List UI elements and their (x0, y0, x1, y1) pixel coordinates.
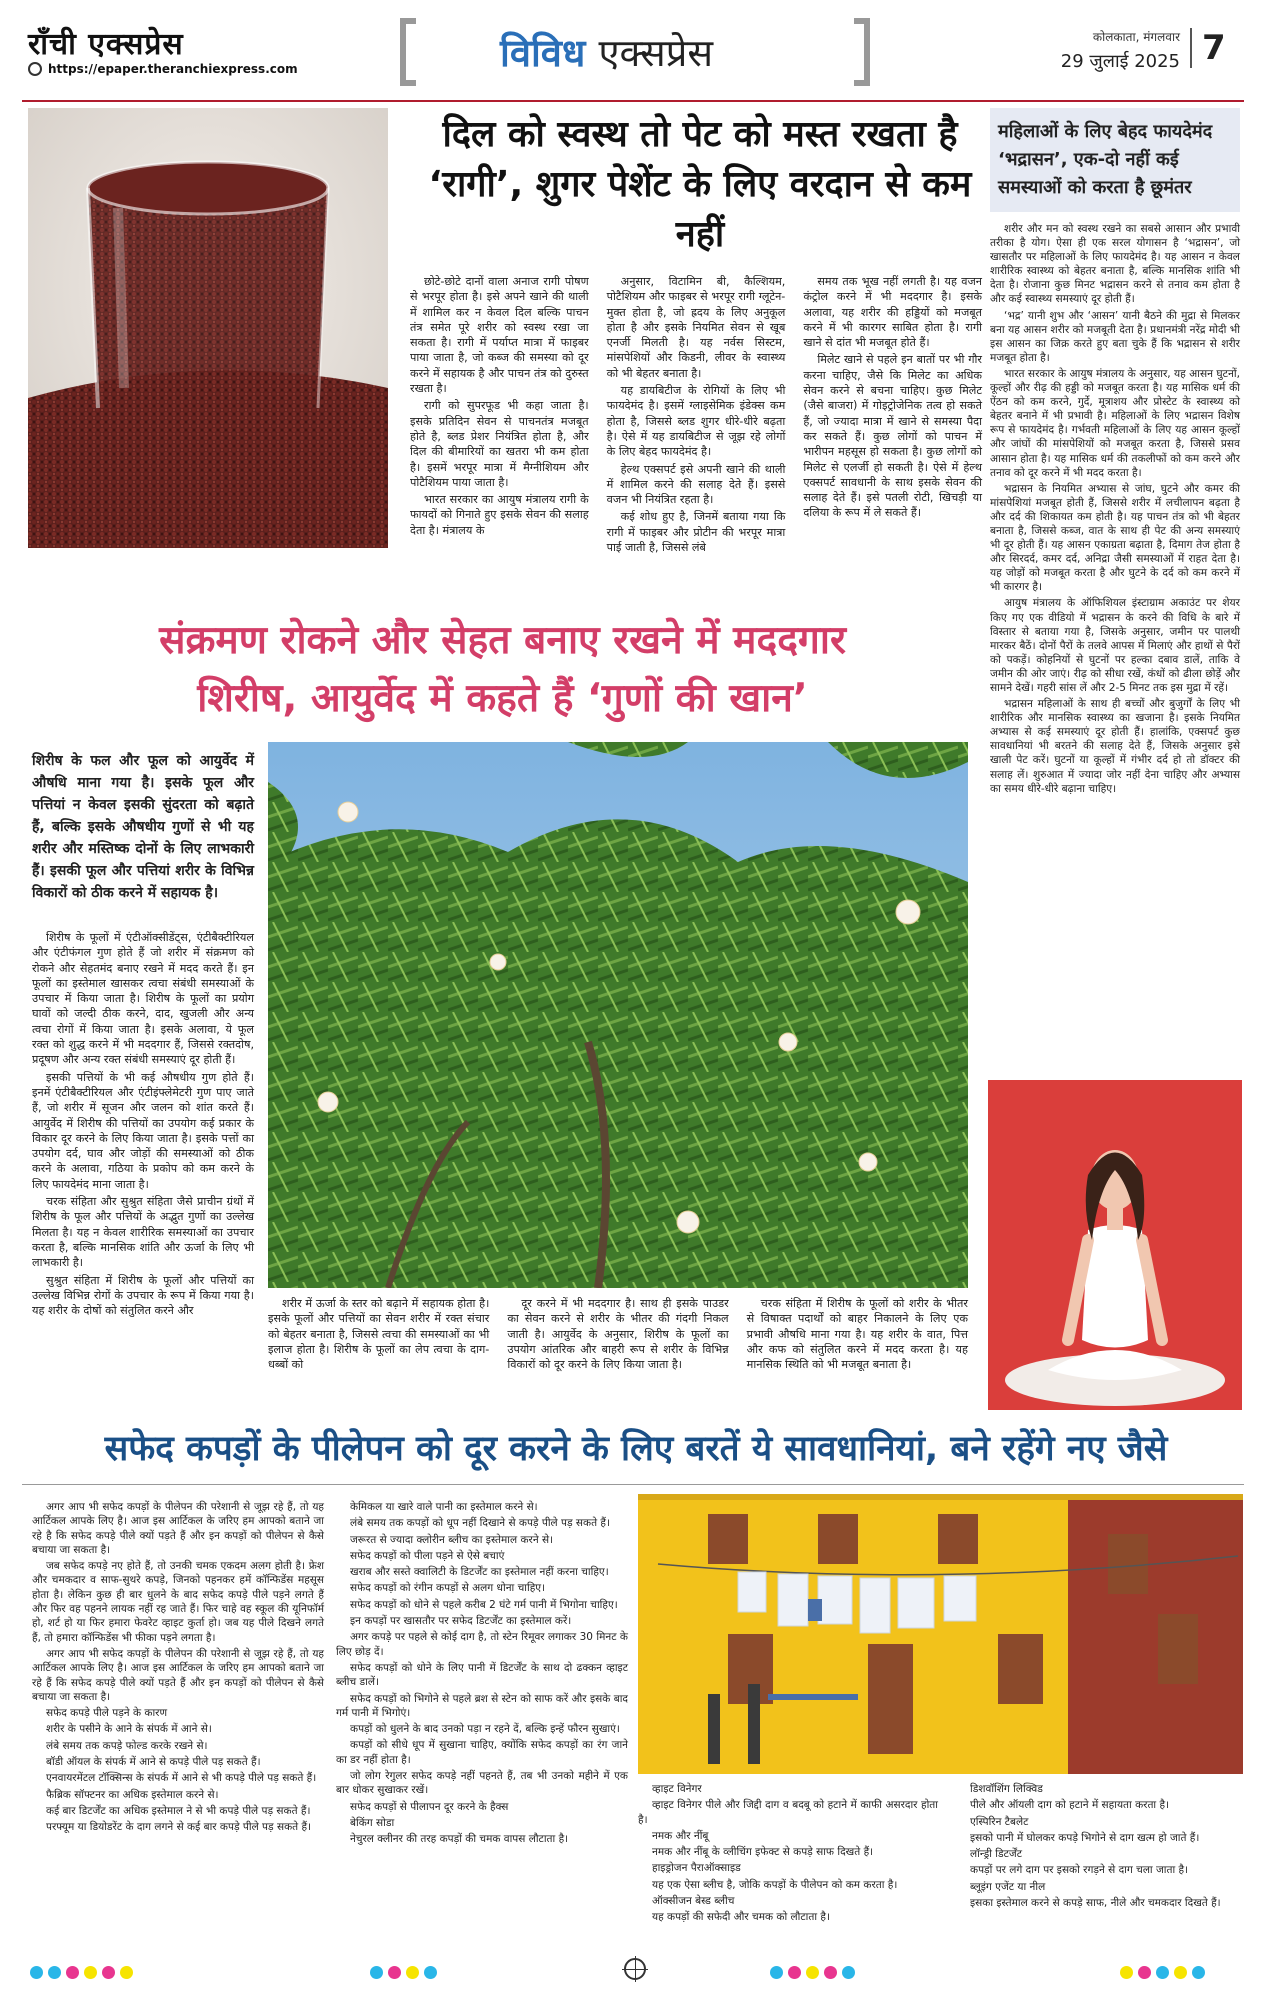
dateline (1040, 28, 1180, 73)
list-item: एस्पिरिन टैबलेट (970, 1815, 1029, 1828)
paragraph: अगर आप भी सफेद कपड़ों के पीलेपन की परेशानी से जूझ रहे हैं, तो यह आर्टिकल आपके लिए है। आज इस आर्टिकल के जरिए हम आपको बताने जा रहे हैं कि सफेद कपड़े पीले क्यों पड़ते हैं और इन कपड़ों को पीलेपन से कैसे बचाया जा सकता है। (32, 1647, 324, 1703)
yellow-dot (1120, 1966, 1133, 1979)
cyan-dot (370, 1966, 383, 1979)
magenta-dot (788, 1966, 801, 1979)
ragi-col-3 (803, 274, 982, 557)
ragi-illustration (28, 108, 388, 548)
paragraph: इसकी पत्तियों के भी कई औषधीय गुण होते हैं। इनमें एंटीबैक्टीरियल और एंटीइंफ्लेमेटरी गुण पाए जाते हैं, जो शरीर में सूजन और जलन को शांत करते हैं। आयुर्वेद में शिरीष की पत्तियों का उपयोग कई प्रकार के विकार दूर करने के लिए किया जाता है। इसके पत्तों का उपयोग दर्द, घाव और जोड़ों की समस्याओं को ठीक करने के अलावा, गठिया के प्रकोप को कम करने के लिए फायदेमंद माना जाता है। (32, 1070, 254, 1191)
list-item: बॉडी ऑयल के संपर्क में आने से कपड़े पीले पड़ सकते हैं। (46, 1756, 261, 1769)
list-item: यह कपड़ों की सफेदी और चमक को लौटाता है। (652, 1911, 830, 1924)
cyan-dot (30, 1966, 43, 1979)
paragraph: शरीर में ऊर्जा के स्तर को बढ़ाने में सहायक होता है। इसके फूलों और पत्तियों का सेवन शरीर में रक्त संचार को बेहतर बनाता है, जिससे त्वचा की समस्याओं का भी इलाज होता है। शिरीष के फूलों का लेप त्वचा के दाग-धब्बों को (268, 1297, 490, 1372)
shirish-bottom-body (268, 1296, 968, 1374)
bhadrasan-body (990, 222, 1240, 796)
list-item: नेचुरल क्लीनर की तरह कपड़ों की चमक वापस लौटाता है। (350, 1833, 569, 1846)
list-item: लंबे समय तक कपड़े फोल्ड करके रखने से। (46, 1739, 208, 1752)
header-rule (22, 100, 1244, 102)
magenta-dot (102, 1966, 115, 1979)
color-registration-dots-mid-left (370, 1966, 437, 1979)
list-item: परफ्यूम या डियोडरेंट के दाग लगने से कई बार कपड़े पीले पड़ सकते हैं। (46, 1821, 312, 1834)
ragi-body (410, 274, 982, 557)
paragraph: भारत सरकार का आयुष मंत्रालय रागी के फायदों को गिनाते हुए इसके सेवन की सलाह देता है। मंत्रालय के (410, 493, 589, 537)
epaper-url-text: https://epaper.theranchiexpress.com (48, 62, 298, 76)
list-item: व्हाइट विनेगर (652, 1783, 702, 1795)
bhadrasan-sidebar (990, 108, 1240, 798)
list-item: कई बार डिटर्जेंट का अधिक इस्तेमाल ने से भी कपड़े पीले पड़ सकते हैं। (46, 1804, 311, 1817)
list-item: इसका इस्तेमाल करने से कपड़े साफ, नीले और चमकदार दिखते हैं। (970, 1897, 1221, 1910)
tree-illustration (268, 742, 968, 1288)
list-item: बेकिंग सोडा (350, 1816, 395, 1829)
yoga-woman-photo (988, 1080, 1242, 1410)
list-item: कपड़ों को धुलने के बाद उनको पड़ा न रहने दें, बल्कि इन्हें फौरन सुखाएं। (350, 1723, 620, 1736)
list-item: इन कपड़ों पर खासतौर पर सफेद डिटर्जेंट का इस्तेमाल करें। (350, 1615, 572, 1628)
list-item: सफेद कपड़ों को धोने से पहले करीब 2 घंटे गर्म पानी में भिगोना चाहिए। (350, 1598, 618, 1611)
yellow-dot (1174, 1966, 1187, 1979)
bracket-right (854, 18, 870, 86)
section-title-second: एक्सप्रेस (598, 31, 714, 75)
paragraph: शरीर और मन को स्वस्थ रखने का सबसे आसान और प्रभावी तरीका है योग। ऐसा ही एक सरल योगासन है ‘भद्रासन’, जो खासतौर पर महिलाओं के लिए फायदेमंद है। यह आसन न केवल शारीरिक स्वास्थ्य को बेहतर बनाता है, बल्कि मानसिक शांति भी देता है। रोजाना कुछ मिनट भद्रासन करने से तनाव कम होता है और कई स्वास्थ्य समस्याएं दूर होती हैं। (990, 223, 1240, 306)
paragraph: मिलेट खाने से पहले इन बातों पर भी गौर करना चाहिए, जैसे कि मिलेट का अधिक सेवन करने से बचना चाहिए। कुछ मिलेट (जैसे बाजरा) में गोइट्रोजेनिक तत्व हो सकते हैं, जो ज्यादा मात्रा में खाने से समस्या पैदा कर सकते हैं। कुछ लोगों को पाचन में भारीपन महसूस हो सकता है। कुछ लोगों को मिलेट से एलर्जी हो सकती है। ऐसे में हेल्थ एक्सपर्ट सावधानी के साथ इसके सेवन की सलाह देते हैं। इसे पतली रोटी, खिचड़ी या दलिया के रूप में ले सकते हैं। (803, 353, 983, 520)
paragraph: सुश्रुत संहिता में शिरीष के फूलों और पत्तियों का उल्लेख विभिन्न रोगों के उपचार के रूप में किया गया है। यह शरीर के दोषों को संतुलित करने और (32, 1273, 254, 1318)
city-day: कोलकाता, मंगलवार (1092, 30, 1180, 44)
list-item: एनवायरमेंटल टॉक्सिन्स के संपर्क में आने से भी कपड़े पीले पड़ सकते हैं। (46, 1772, 317, 1785)
paragraph: कई शोध हुए है, जिनमें बताया गया कि रागी में फाइबर और प्रोटीन की भरपूर मात्रा पाई जाती है, जिससे लंबे (606, 510, 786, 555)
color-registration-dots-right (1120, 1966, 1205, 1979)
yellow-dot (406, 1966, 419, 1979)
yellow-dot (84, 1966, 97, 1979)
paragraph: हेल्थ एक्सपर्ट इसे अपनी खाने की थाली में शामिल करने की सलाह देते हैं। इससे वजन भी नियंत्रित रहता है। (606, 462, 786, 507)
epaper-url[interactable] (28, 62, 298, 76)
section-divider (22, 1484, 1244, 1485)
section-title (500, 26, 713, 78)
list-item: अगर कपड़े पर पहले से कोई दाग है, तो स्टेन रिमूवर लगाकर 30 मिनट के लिए छोड़ दें। (336, 1631, 628, 1658)
paragraph: अनुसार, विटामिन बी, कैल्शियम, पोटैशियम और फाइबर से भरपूर रागी ग्लूटेन-मुक्त होता है, जो ह्रदय के लिए अनुकूल होता है और इसके नियमित सेवन से खूब एनर्जी मिलती है। यह नर्वस सिस्टम, मांसपेशियों और किडनी, लीवर के स्वास्थ्य को भी बेहतर बनाता है। (606, 275, 786, 380)
paragraph: दूर करने में भी मददगार है। साथ ही इसके पाउडर का सेवन करने से शरीर के भीतर की गंदगी निकल जाती है। आयुर्वेद के अनुसार, शिरीष के फूलों का उपयोग आंतरिक और बाहरी रूप से शरीर के विभिन्न विकारों को दूर करने के लिए किया जाता है। (507, 1297, 729, 1372)
list-item: सफेद कपड़ों से पीलापन दूर करने के हैक्स (350, 1800, 509, 1813)
shirish-headline-line2: शिरीष, आयुर्वेद में कहते हैं ‘गुणों की खान’ (197, 676, 808, 721)
list-item: सफेद कपड़ों को रंगीन कपड़ों से अलग धोना चाहिए। (350, 1582, 546, 1595)
list-item: सफेद कपड़ों को पीला पड़ने से ऐसे बचाएं (350, 1549, 505, 1562)
magenta-dot (1138, 1966, 1151, 1979)
list-item: केमिकल या खारे वाले पानी का इस्तेमाल करने से। (350, 1501, 538, 1513)
paragraph: चरक संहिता में शिरीष के फूलों को शरीर के भीतर से विषाक्त पदार्थों को बाहर निकालने के लिए एक प्रभावी औषधि माना गया है। यह शरीर के वात, पित्त और कफ को संतुलित करने में मदद करता है। यह मानसिक स्थिति को भी मजबूत बनाता है। (746, 1297, 968, 1372)
list-item: जरूरत से ज्यादा क्लोरीन ब्लीच का इस्तेमाल करने से। (350, 1533, 554, 1546)
list-item: नमक और नींबू (652, 1829, 709, 1842)
laundry-building-photo (638, 1494, 1243, 1774)
list-item: सफेद कपड़े पीले पड़ने के कारण (46, 1707, 168, 1720)
ragi-col-2 (607, 274, 786, 557)
list-item: कपड़ों पर लगे दाग पर इसको रगड़ने से दाग चला जाता है। (970, 1864, 1189, 1877)
masthead-logo: राँची एक्सप्रेस (28, 27, 184, 62)
paragraph: छोटे-छोटे दानों वाला अनाज रागी पोषण से भरपूर होता है। इसे अपने खाने की थाली में शामिल कर न केवल दिल बल्कि पाचन तंत्र समेत पूरे शरीर को स्वस्थ रखा जा सकता है। रागी में पर्याप्त मात्रा में फाइबर पाया जाता है, जो कब्ज की समस्या को दूर करने में सहायक है और पाचन तंत्र को दुरुस्त रखता है। (410, 275, 589, 396)
list-item: ऑक्सीजन बेस्ड ब्लीच (652, 1895, 735, 1908)
list-item: व्हाइट विनेगर पीले और जिद्दी दाग व बदबू को हटाने में काफी असरदार होता है। (638, 1799, 938, 1826)
list-item: सफेद कपड़ों को धोने के लिए पानी में डिटर्जेंट के साथ दो ढक्कन व्हाइट ब्लीच डालें। (336, 1661, 628, 1689)
list-item: लॉन्ड्री डिटर्जेंट (970, 1848, 1022, 1861)
ragi-headline: दिल को स्वस्थ तो पेट को मस्त रखता है ‘रागी’, शुगर पेशेंट के लिए वरदान से कम नहीं (428, 114, 972, 255)
yellow-dot (806, 1966, 819, 1979)
paragraph: ‘भद्र’ यानी शुभ और ‘आसन’ यानी बैठने की मुद्रा से मिलकर बना यह आसन शरीर को मजबूती देता है। प्रधानमंत्री नरेंद्र मोदी भी इस आसन का जिक्र करते हुए बता चुके हैं कि भद्रासन से शरीर मजबूत होता है। (990, 309, 1240, 364)
shirish-tree-photo (268, 742, 968, 1288)
clothes-col-2 (336, 1500, 628, 1849)
shirish-bottom-col-3 (747, 1296, 968, 1374)
paragraph: आयुष मंत्रालय के ऑफिशियल इंस्टाग्राम अकाउंट पर शेयर किए गए एक वीडियो में भद्रासन के करने की विधि के बारे में विस्तार से बताया गया है, जिसके अनुसार, जमीन पर पालथी मारकर बैठें। दोनों पैरों के तलवे आपस में मिलाएं और हाथों से पैरों को पकड़ें। कोहनियों से घुटनों पर हल्का दबाव डालें, ताकि वे जमीन की ओर जाएं। रीढ़ को सीधा रखें, कंधों को ढीला छोड़ें और सामने देखें। गहरी सांस लें और 2-5 मिनट तक इस मुद्रा में रहें। (990, 597, 1240, 694)
paragraph: चरक संहिता और सुश्रुत संहिता जैसे प्राचीन ग्रंथों में शिरीष के फूल और पत्तियों के अद्भुत गुणों का उल्लेख मिलता है। यह न केवल शारीरिक समस्याओं का उपचार करता है, बल्कि मानसिक शांति और ऊर्जा के लिए भी लाभकारी है। (32, 1195, 254, 1270)
paragraph: रागी को सुपरफूड भी कहा जाता है। इसके प्रतिदिन सेवन से पाचनतंत्र मजबूत होते है, ब्लड प्रेशर नियंत्रित होता है, और दिल की बीमारियों का खतरा भी कम होता है। इसमें भरपूर मात्रा में मैग्नीशियम और पोटैशियम पाया जाता है। (410, 399, 589, 489)
list-item: ब्लूइंग एजेंट या नील (970, 1880, 1046, 1893)
clothes-col-4 (956, 1782, 1242, 1912)
paragraph: भारत सरकार के आयुष मंत्रालय के अनुसार, यह आसन घुटनों, कूल्हों और रीढ़ की हड्डी को मजबूत करता है। यह मासिक धर्म की ऐंठन को कम करने, गुर्दे, मूत्राशय और प्रोस्टेट के स्वास्थ्य को बेहतर बनाने में भी प्रभावी है। महिलाओं के लिए भद्रासन विशेष रूप से फायदेमंद है। गर्भवती महिलाओं के लिए यह आसन कूल्हों और जांघों की मांसपेशियों को मजबूत करता है, जिससे प्रसव आसान होता है। यह मासिक धर्म की तकलीफों को कम करने और तनाव को दूर करने में भी मदद करता है। (990, 367, 1241, 479)
paragraph: भद्रासन के नियमित अभ्यास से जांघ, घुटने और कमर की मांसपेशियां मजबूत होती हैं, जिससे शरीर में लचीलापन बढ़ता है और दर्द की शिकायत कम होती है। यह पाचन तंत्र को भी बेहतर बनाता है, जिससे कब्ज, वात के साथ ही पेट की अन्य समस्याएं भी दूर होती हैं। यह आसन एकाग्रता बढ़ाता है, दिमाग तेज होता है और सिरदर्द, कमर दर्द, अनिद्रा जैसी समस्याओं में राहत देता है। यह जोड़ों को मजबूत करता है और घुटने के दर्द को कम करने में भी कारगर है। (990, 482, 1240, 594)
building-illustration (638, 1494, 1243, 1774)
section-title-first: विविध (500, 31, 586, 75)
cyan-dot (1156, 1966, 1169, 1979)
list-item: कपड़ों को सीधे धूप में सुखाना चाहिए, क्योंकि सफेद कपड़ों का रंग जाने का डर नहीं होता है। (336, 1739, 628, 1766)
paragraph: समय तक भूख नहीं लगती है। यह वजन कंट्रोल करने में भी मददगार है। इसके अलावा, यह शरीर की हड्डियों को मजबूत करने में भी कारगर साबित होता है। रागी खाने से दांत भी मजबूत होते हैं। (803, 275, 983, 350)
magenta-dot (66, 1966, 79, 1979)
list-item: इसको पानी में घोलकर कपड़े भिगोने से दाग खत्म हो जाते हैं। (970, 1831, 1200, 1844)
clothes-headline: सफेद कपड़ों के पीलेपन को दूर करने के लिए बरतें ये सावधानियां, बने रहेंगे नए जैसे (104, 1429, 1168, 1469)
cyan-dot (1192, 1966, 1205, 1979)
paragraph: यह डायबिटीज के रोगियों के लिए भी फायदेमंद है। इसमें ग्लाइसेमिक इंडेक्स कम होता है, जिससे ब्लड शुगर धीरे-धीरे बढ़ता है। ऐसे में यह डायबिटीज से जूझ रहे लोगों के लिए बेहद फायदेमंद है। (606, 384, 786, 459)
list-item: नमक और नींबू के व्लीचिंग इफेक्ट से कपड़े साफ दिखते हैं। (652, 1846, 874, 1859)
registration-mark-icon (624, 1958, 646, 1980)
list-item: सफेद कपड़ों को भिगोने से पहले ब्रश से स्टेन को साफ करें और इसके बाद गर्म पानी में भिगोएं। (336, 1692, 628, 1719)
list-item: यह एक ऐसा ब्लीच है, जोकि कपड़ों के पीलेपन को कम करता है। (652, 1878, 898, 1891)
cyan-dot (842, 1966, 855, 1979)
color-registration-dots-left (30, 1966, 133, 1979)
list-item: जो लोग रेगुलर सफेद कपड़े नहीं पहनते हैं, तब भी उनको महीने में एक बार धोकर सुखाकर रखें। (336, 1770, 628, 1797)
shirish-bottom-col-2 (507, 1296, 728, 1374)
paragraph: शिरीष के फूलों में एंटीऑक्सीडेंट्स, एंटीबैक्टीरियल और एंटीफंगल गुण होते हैं जो शरीर में संक्रमण को रोकने और सेहतमंद बनाए रखने में मदद करते हैं। इन फूलों का इस्तेमाल खासकर त्वचा संबंधी समस्याओं के उपचार में किया जाता है। शिरीष के फूलों का प्रयोग घावों को जल्दी ठीक करने, दाद, खुजली और अन्य त्वचा रोगों में किया जाता है। इसके अलावा, ये फूल रक्त को शुद्ध करने में भी मददगार हैं, जिससे रक्तदोष, प्रदूषण और अन्य रक्त संबंधी समस्याएं दूर होती हैं। (32, 931, 254, 1067)
globe-icon (28, 62, 42, 76)
issue-date: 29 जुलाई 2025 (1060, 51, 1180, 72)
magenta-dot (824, 1966, 837, 1979)
paragraph: भद्रासन महिलाओं के साथ ही बच्चों और बुजुर्गों के लिए भी शारीरिक और मानसिक स्वास्थ्य का खजाना है। इसके नियमित अभ्यास से कई समस्याएं दूर होती हैं। हालांकि, एक्सपर्ट कुछ सावधानियां भी बरतने की सलाह देते हैं, जिसके अनुसार इसे खाली पेट करें। घुटनों या कूल्हों में गंभीर दर्द हो तो डॉक्टर की सलाह लें। शुरुआत में ज्यादा जोर नहीं देना चाहिए और अभ्यास का समय धीरे-धीरे बढ़ाना चाहिए। (990, 698, 1240, 795)
ragi-col-1 (410, 274, 589, 557)
cyan-dot (770, 1966, 783, 1979)
shirish-bottom-col-1 (268, 1296, 489, 1374)
bracket-left (400, 18, 416, 86)
yellow-dot (120, 1966, 133, 1979)
list-item: हाइड्रोजन पैराऑक्साइड (652, 1862, 741, 1875)
list-item: पीले और ऑयली दाग को हटाने में सहायता करता है। (970, 1799, 1170, 1812)
list-item: फैब्रिक सॉफ्टनर का अधिक इस्तेमाल करने से। (46, 1788, 219, 1801)
cyan-dot (48, 1966, 61, 1979)
list-item: खराब और सस्ते क्वालिटी के डिटर्जेंट का इस्तेमाल नहीं करना चाहिए। (350, 1566, 609, 1579)
color-registration-dots-mid-right (770, 1966, 855, 1979)
paragraph: अगर आप भी सफेद कपड़ों के पीलेपन की परेशानी से जूझ रहे हैं, तो यह आर्टिकल आपके लिए है। आज इस आर्टिकल के जरिए हम आपको बताने जा रहे है कि सफेद कपड़े पीले क्यों पड़ते हैं और इन कपड़ों को पीलेपन से कैसे बचाया जा सकता है। (32, 1501, 324, 1556)
cyan-dot (424, 1966, 437, 1979)
clothes-col-3 (638, 1782, 938, 1927)
ragi-bowl-photo (28, 108, 388, 548)
shirish-body-col (32, 930, 254, 1320)
list-item: डिशवॉशिंग लिक्विड (970, 1783, 1043, 1795)
shirish-headline (30, 612, 975, 728)
paragraph: जब सफेद कपड़े नए होते हैं, तो उनकी चमक एकदम अलग होती है। फ्रेश और चमकदार व साफ-सुथरे कपड़े, जिनको पहनकर हमें कॉन्फिडेंस महसूस होता है। लेकिन कुछ ही बार धुलने के बाद सफेद कपड़े पीले पड़ने लगते हैं और फिर वह पहनने लायक नहीं रह जाते हैं। फिर चाहे वह स्कूल की यूनिफॉर्म हो, शर्ट हो या फिर हमारा फेवरेट व्हाइट कुर्ता हो। जब यह पीले दिखने लगते हैं, तो हमारा कॉन्फिडेंस भी फीका पड़ने लगता है। (32, 1560, 324, 1644)
list-item: शरीर के पसीने के आने के संपर्क में आने से। (46, 1723, 212, 1736)
page-number: 7 (1190, 28, 1226, 68)
bhadrasan-headline: महिलाओं के लिए बेहद फायदेमंद ‘भद्रासन’, एक-दो नहीं कई समस्याओं को करता है छूमंतर (990, 108, 1240, 212)
yoga-illustration (988, 1080, 1242, 1410)
magenta-dot (388, 1966, 401, 1979)
shirish-headline-line1: संक्रमण रोकने और सेहत बनाए रखने में मददगार (159, 618, 846, 663)
clothes-col-1 (32, 1500, 324, 1837)
shirish-lead: शिरीष के फल और फूल को आयुर्वेद में औषधि माना गया है। इसके फूल और पत्तियां न केवल इसकी सुंदरता को बढ़ाते हैं, बल्कि इसके औषधीय गुणों से भी यह शरीर और मस्तिष्क दोनों के लिए लाभकारी हैं। इसकी फूल और पत्तियां शरीर के विभिन्न विकारों को ठीक करने में सहायक है। (32, 753, 254, 901)
list-item: लंबे समय तक कपड़ों को धूप नहीं दिखाने से कपड़े पीले पड़ सकते हैं। (350, 1517, 610, 1530)
